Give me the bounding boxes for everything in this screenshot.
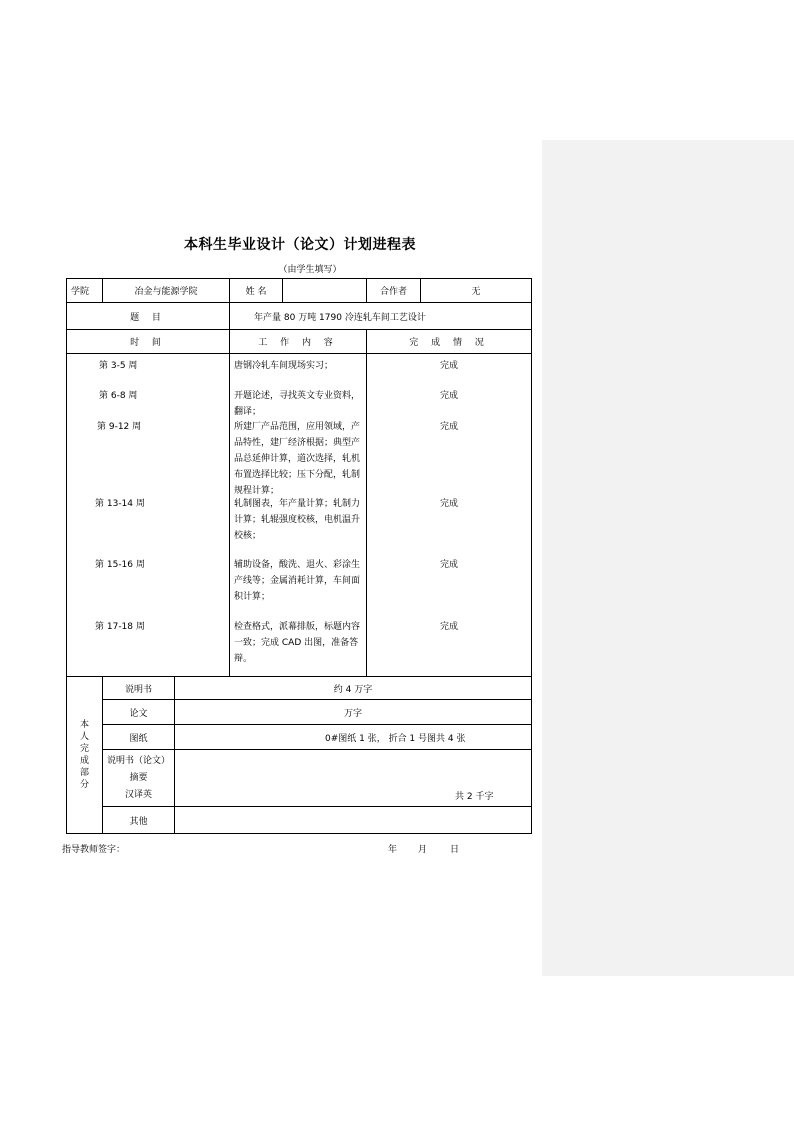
content-2: 开题论述，寻找英文专业资料，翻译；: [234, 391, 361, 417]
manual-label: 说明书: [103, 677, 175, 700]
footer-year: 年: [388, 845, 398, 855]
schedule-weeks: [67, 354, 230, 677]
status-3: 完成: [440, 422, 459, 432]
name-label: 姓 名: [230, 279, 283, 303]
footer-day: 日: [450, 845, 460, 855]
partner-value: 无: [421, 279, 532, 303]
footer-month: 月: [418, 845, 428, 855]
status-6: 完成: [440, 622, 459, 632]
content-3: 所建厂产品范围，应用领域，产品特性，建厂经济根据；典型产品总延伸计算，道次选择，轧机布置选择比较；压下分配，轧制规程计算；: [234, 422, 361, 496]
schedule-status: [367, 354, 532, 677]
completion-side-label: 本 人 完 成 部 分: [67, 677, 103, 834]
schedule-header-content: 工 作 内 容: [230, 330, 367, 354]
schedule-contents: [230, 354, 367, 677]
status-4: 完成: [440, 499, 459, 509]
week-6: 第 17-18 周: [95, 622, 145, 632]
page-title: 本科生毕业设计（论文）计划进程表: [184, 237, 416, 253]
drawings-value: 0#图纸 1 张， 折合 1 号图共 4 张: [175, 725, 532, 750]
topic-value: 年产量 80 万吨 1790 冷连轧车间工艺设计: [230, 303, 532, 330]
college-label: 学院: [67, 279, 103, 303]
thesis-value: 万字: [175, 700, 532, 725]
schedule-header-time: 时 间: [67, 330, 230, 354]
topic-row: [67, 303, 532, 330]
abstract-label: 说明书（论文） 摘要 汉译英: [103, 750, 175, 807]
status-5: 完成: [440, 560, 459, 570]
week-4: 第 13-14 周: [95, 499, 145, 509]
partner-label: 合作者: [367, 279, 421, 303]
info-row: [67, 279, 532, 303]
completion-row-thesis: [67, 700, 532, 725]
completion-row-drawings: [67, 725, 532, 750]
content-6: 检查格式，派幕排版，标题内容一致；完成 CAD 出图，准备答辩。: [234, 622, 361, 664]
comment-panel: [542, 140, 794, 976]
abstract-value: 共 2 千字: [175, 750, 532, 807]
week-5: 第 15-16 周: [95, 560, 145, 570]
thesis-label: 论文: [103, 700, 175, 725]
content-4: 轧制图表，年产量计算；轧制力计算；轧辊强度校核，电机温升校核；: [234, 499, 361, 541]
status-1: 完成: [440, 361, 459, 371]
college-value: 冶金与能源学院: [103, 279, 230, 303]
week-2: 第 6-8 周: [99, 391, 138, 401]
schedule-header-status: 完 成 情 况: [367, 330, 532, 354]
name-value: [283, 279, 367, 303]
other-label: 其他: [103, 807, 175, 834]
other-value: [175, 807, 532, 834]
week-3: 第 9-12 周: [97, 422, 142, 432]
page-subtitle: （由学生填写）: [278, 265, 342, 275]
completion-row-other: [67, 807, 532, 834]
topic-label: 题 目: [67, 303, 230, 330]
completion-row-abstract: [67, 750, 532, 807]
completion-row-manual: [67, 677, 532, 700]
drawings-label: 图纸: [103, 725, 175, 750]
content-5: 辅助设备，酸洗、退火、彩涂生产线等；金属消耗计算，车间面积计算；: [234, 560, 361, 602]
manual-value: 约 4 万字: [175, 677, 532, 700]
schedule-body-row: [67, 354, 532, 677]
week-1: 第 3-5 周: [99, 361, 138, 371]
status-2: 完成: [440, 391, 459, 401]
schedule-header-row: [67, 330, 532, 354]
plan-table: [66, 278, 532, 834]
advisor-signature-label: 指导教师签字：: [62, 845, 126, 855]
content-1: 唐钢冷轧车间现场实习；: [234, 361, 334, 371]
